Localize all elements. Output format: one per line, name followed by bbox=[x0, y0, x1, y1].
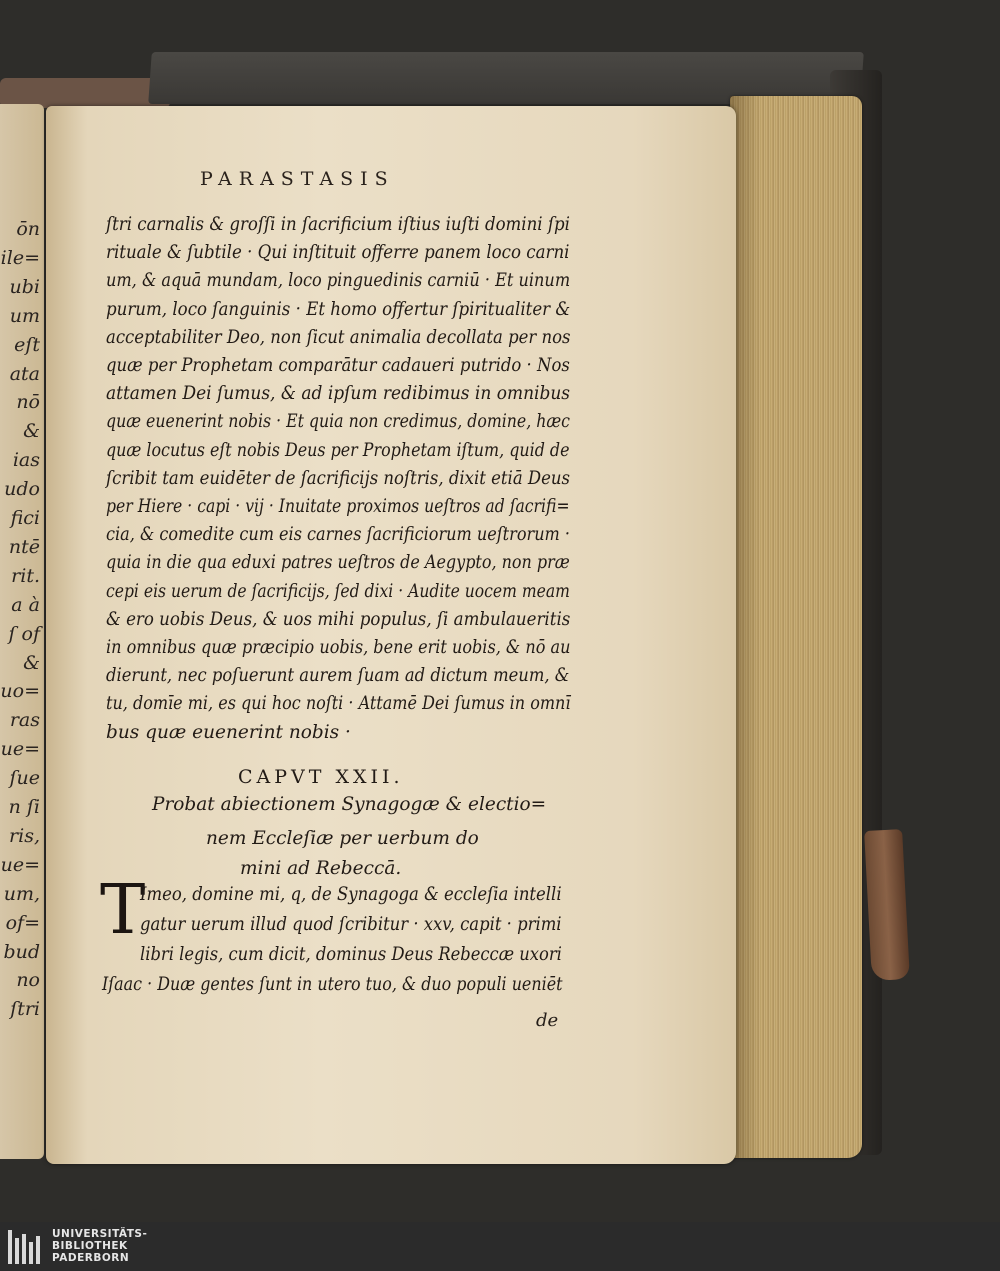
logo-line: UNIVERSITÄTS- bbox=[52, 1228, 148, 1240]
left-page-fragment: ile= bbox=[0, 246, 40, 269]
left-page-fragment: ris, bbox=[9, 824, 40, 847]
left-page-fragment: ſtri bbox=[10, 998, 40, 1021]
text-line: cia, & comedite cum eis carnes ſacrificiorum ueſtrorum · bbox=[106, 524, 571, 546]
text-line: cepi eis uerum de ſacrificijs, ſed dixi · Audite uocem meam bbox=[106, 580, 570, 602]
left-page-fragment: um, bbox=[3, 882, 40, 905]
left-page-fragment: ata bbox=[9, 362, 40, 385]
text-line: quæ per Prophetam comparātur cadaueri putrido · Nos bbox=[106, 355, 570, 376]
text-line: gatur uerum illud quod ſcribitur · xxv, capit · primi bbox=[140, 914, 562, 935]
text-line: libri legis, cum dicit, dominus Deus Rebeccæ uxori bbox=[140, 944, 562, 965]
left-page-fragment: ſ of bbox=[8, 622, 40, 645]
catchword: de bbox=[536, 1010, 559, 1031]
text-line: ſcribit tam euidēter de ſacrificijs noſtris, dixit etiā Deus bbox=[106, 467, 571, 489]
text-line: & ero uobis Deus, & uos mihi populus, ſi ambulaueritis bbox=[106, 608, 571, 630]
left-page-fragment: uo= bbox=[0, 680, 40, 703]
left-page-fragment: eſt bbox=[14, 333, 40, 356]
text-line: quæ euenerint nobis · Et quia non credimus, domine, hæc bbox=[106, 411, 571, 433]
library-logo-text bbox=[52, 1228, 147, 1264]
text-line: attamen Dei ſumus, & ad ipſum redibimus in omnibus bbox=[106, 383, 571, 405]
logo-line: BIBLIOTHEK bbox=[52, 1240, 128, 1252]
text-line: quia in die qua eduxi patres ueſtros de Aegypto, non præ bbox=[106, 552, 570, 574]
left-page-fragment: um bbox=[9, 304, 40, 327]
text-line: tu, domīe mi, es qui hoc noſti · Attamē Dei ſumus in omnī bbox=[106, 693, 571, 715]
left-page-fragment: bud bbox=[3, 940, 40, 963]
left-page-fragment: ōn bbox=[16, 218, 40, 240]
text-line: um, & aquā mundam, loco pinguedinis carniū · Et uinum bbox=[106, 270, 571, 292]
right-page bbox=[46, 106, 736, 1164]
text-line: quæ locutus eſt nobis Deus per Prophetam iſtum, quid de bbox=[106, 439, 570, 461]
left-page-fragment: ntē bbox=[8, 535, 40, 558]
left-page-fragment: no bbox=[16, 969, 40, 992]
left-page-fragment: ras bbox=[9, 709, 40, 732]
summary-line: nem Eccleſiæ per uerbum do bbox=[206, 828, 479, 849]
text-line: ſtri carnalis & groſſi in ſacrificium iſtius iuſti domini ſpi bbox=[106, 214, 570, 235]
left-page-fragment: & bbox=[23, 420, 40, 443]
text-line: Imeo, domine mi, q, de Synagoga & eccleſia intelli bbox=[140, 884, 562, 905]
text-line: dierunt, nec poſuerunt aurem ſuam ad dictum meum, & bbox=[106, 665, 570, 687]
running-header: PARASTASIS bbox=[200, 168, 395, 190]
drop-cap: T bbox=[100, 871, 146, 950]
left-page-fragment: fici bbox=[10, 507, 40, 529]
left-page-fragment: ue= bbox=[0, 853, 40, 876]
text-line: in omnibus quæ præcipio uobis, bene erit uobis, & nō au bbox=[106, 637, 571, 658]
left-page-fragment: & bbox=[23, 651, 40, 674]
left-page-fragment: a à bbox=[11, 593, 40, 616]
footer-bar bbox=[0, 1222, 1000, 1271]
text-line: Iſaac · Duæ gentes ſunt in utero tuo, & duo populi ueniēt bbox=[102, 974, 563, 995]
left-page-fragment: rit. bbox=[11, 564, 40, 587]
text-line: purum, loco ſanguinis · Et homo offertur ſpiritualiter & bbox=[106, 298, 571, 320]
summary-line: Probat abiectionem Synagogæ & electio= bbox=[152, 794, 547, 815]
left-page-fragment: ias bbox=[12, 449, 40, 472]
left-page-fragment: nō bbox=[16, 391, 40, 414]
text-line: per Hiere · capi · vij · Inuitate proximos ueſtros ad ſacrifi= bbox=[106, 496, 570, 517]
logo-line: PADERBORN bbox=[52, 1252, 130, 1264]
left-page-fragment: ubi bbox=[9, 275, 40, 298]
left-page-fragment: ue= bbox=[0, 738, 40, 761]
text-line: acceptabiliter Deo, non ſicut animalia decollata per nos bbox=[106, 326, 571, 348]
chapter-heading: CAPVT XXII. bbox=[238, 766, 404, 788]
text-line: bus quæ euenerint nobis · bbox=[106, 721, 351, 743]
left-page-fragment: of= bbox=[5, 911, 40, 934]
left-page-fragment: ſue bbox=[9, 767, 40, 790]
left-page-edge bbox=[0, 104, 44, 1159]
summary-line: mini ad Rebeccā. bbox=[240, 858, 402, 879]
bookmark-ribbon bbox=[864, 829, 910, 981]
text-line: rituale & ſubtile · Qui inſtituit offerre panem loco carni bbox=[106, 242, 570, 264]
library-logo-icon bbox=[8, 1230, 44, 1264]
left-page-fragment: n ſi bbox=[8, 796, 40, 818]
left-page-fragment: udo bbox=[4, 478, 40, 501]
